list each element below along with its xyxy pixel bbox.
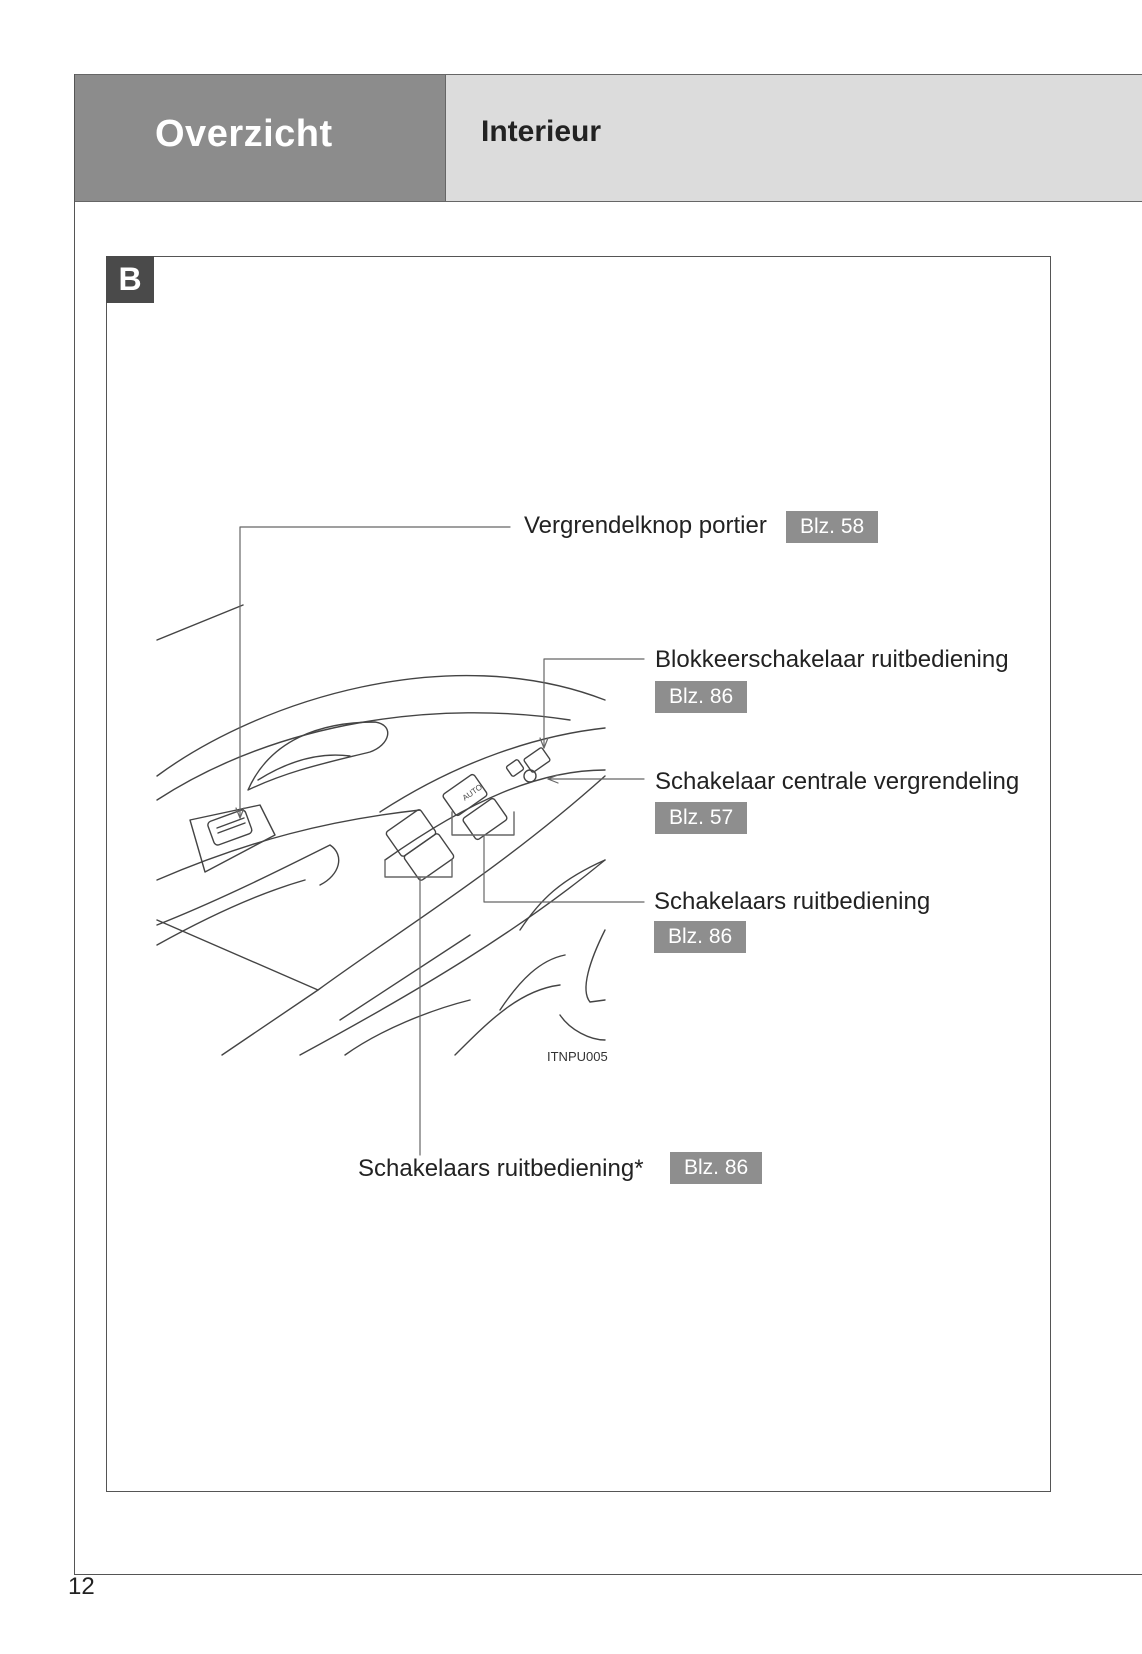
callout-door-lock-ref: Blz. 58 [786, 511, 878, 543]
callout-window-lock-label: Blokkeerschakelaar ruitbediening [655, 646, 1009, 673]
callout-window-lock-ref: Blz. 86 [655, 681, 747, 713]
callout-rear-window-switches-ref: Blz. 86 [670, 1152, 762, 1184]
callout-window-switches-ref: Blz. 86 [654, 921, 746, 953]
page-number: 12 [68, 1573, 95, 1600]
callout-central-lock-label: Schakelaar centrale vergrendeling [655, 768, 1020, 795]
asterisk-mark: * [634, 1155, 644, 1182]
auto-switch-text: AUTO [460, 782, 485, 803]
callout-central-lock-ref: Blz. 57 [655, 802, 747, 834]
callout-window-switches-label: Schakelaars ruitbediening [654, 888, 931, 915]
figure-code: ITNPU005 [547, 1049, 608, 1064]
section-title: Overzicht [155, 113, 333, 155]
panel-badge: B [106, 256, 154, 303]
callout-rear-window-switches-label: Schakelaars ruitbediening* [358, 1155, 644, 1182]
subsection-title: Interieur [481, 115, 602, 148]
callout-door-lock-label: Vergrendelknop portier [524, 512, 767, 539]
